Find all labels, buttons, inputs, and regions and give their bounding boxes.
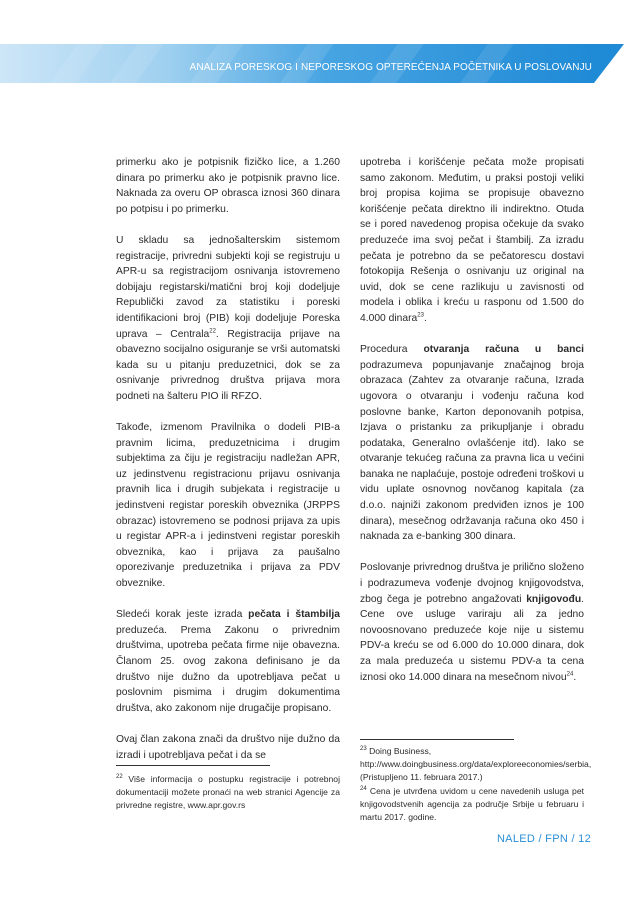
- footnote-divider: [360, 739, 514, 740]
- bold-term: knjigovođu: [526, 593, 582, 605]
- paragraph: Poslovanje privrednog društva je prilično složeno i podrazumeva vođenje dvojnog knjigovodstva, zbog čega je potrebno angažovati knjigovođu. Cene ove usluge variraju ali za jedno novoosnovano preduzeće koje nije u sistemu PDV-a kreću se od 6.000 do 10.000 dinara, dok za mala preduzeća u sistemu PDV-a ta cena iznosi oko 14.000 dinara na mesečnom nivou$^{24}$.: [360, 562, 584, 683]
- footnote-ref-23[interactable]: 23: [417, 312, 424, 319]
- footnote-link[interactable]: http://www.doingbusiness.org/data/exploreeconomies/serbia, (Pristupljeno 11. februara 2017.): [360, 759, 592, 782]
- paragraph: Takođe, izmenom Pravilnika o dodeli PIB-a pravnim licima, preduzetnicima i drugim subjektima za čiju je registraciju nadležan APR, uz jedinstvenu registracionu prijavu osnivanja pravnih lica i drugih subjekata i registracije u jedinstveni registar poreskih obveznika (JRPPS obrazac) istovremeno se podnosi prijava za upis u registar APR-a i jedinstveni registar poreskih obveznika, kao i prijava za paušalno oporezivanje preduzetnika i prijava za PDV obveznike.: [116, 422, 340, 590]
- paragraph: primerku ako je potpisnik fizičko lice, a 1.260 dinara po primerku ako je potpisnik pravno lice. Naknada za overu OP obrasca iznosi 360 dinara po potpisu i po primerku.: [116, 157, 340, 215]
- header-title: ANALIZA PORESKOG I NEPORESKOG OPTEREĆENJA POČETNIKA U POSLOVANJU: [189, 62, 592, 73]
- paragraph: U skladu sa jednošalterskim sistemom registracije, privredni subjekti koji se registruju u APR-u sa registracijom osnivanja istovremeno dobijaju registarski/matični broj koji dodeljuje Republički zavod za statistiku i poreski identifikacioni broj (PIB) koji dodeljuje Poreska uprava – Centrala$^{22}$. Registracija prijave na obavezno socijalno osiguranje se vrši automatski kada su u pitanju preduzetnici, dok se za osnivanje privrednog društva prijava mora podneti na šalteru PIO ili RFZO.: [116, 234, 340, 402]
- paragraph: Sledeći korak jeste izrada pečata i štambilja preduzeća. Prema Zakonu o privrednim društvima, upotreba pečata firme nije obavezna. Članom 25. ovog zakona definisano je da društvo nije dužno da upotrebljava pečat u poslovnim pismima i drugim dokumentima društva, ako zakonom nije drugačije propisano.: [116, 609, 340, 714]
- bold-term: pečata i štambilja: [248, 609, 340, 621]
- header-corner: [594, 44, 638, 83]
- footnote-ref-24[interactable]: 24: [566, 671, 574, 678]
- footnote-ref-22[interactable]: 22: [209, 328, 216, 335]
- page-footer: NALED / FPN / 12: [496, 833, 591, 845]
- paragraph: Procedura otvaranja računa u banci podrazumeva popunjavanje značajnog broja obrazaca (Zahtev za otvaranje računa, Izrada ugovora o otvaranju i vođenju računa kod poslovne banke, Karton deponovanih potpisa, Izjava o pristanku za prikupljanje i obradu podataka, Generalno ovlašćenje itd). Iako se otvaranje tekućeg računa za pravna lica u većini banaka ne naplaćuje, postoje određeni troškovi u vidu uplate osnovnog novčanog kapitala (za d.o.o. najniži zakonom predviđen iznos je 100 dinara), mesečnog održavanja računa oko 450 i naknada za e-banking 300 dinara.: [360, 344, 584, 543]
- paragraph: upotreba i korišćenje pečata može propisati samo zakonom. Međutim, u praksi postoji veliki broj propisa kojima se propisuje obavezno korišćenje pečata direktno ili indirektno. Otuda se i pored navedenog propisa očekuje da svako preduzeće ima svoj pečat i štambilj. Za izradu pečata je potrebno da se pečatorescu dostavi fotokopija Rešenja o osnivanju uz original na uvid, dok se cene razlikuju u zavisnosti od modela i oblika i kreću u rasponu od 1.500 do 4.000 dinara$^{23}$.: [360, 157, 584, 324]
- bold-term: otvaranja računa u banci: [423, 344, 584, 356]
- footnote-divider: [116, 765, 270, 766]
- paragraph: Ovaj član zakona znači da društvo nije dužno da izradi i upotrebljava pečat i da se: [116, 733, 340, 761]
- footnote-24: $^{24}$ Cena je utvrđena uvidom u cene navedenih usluga pet knjigovodstvenih agencija za područje Srbije u februaru i martu 2017. godine.: [360, 786, 584, 822]
- footnote-23: $^{23}$ Doing Business, http://www.doingbusiness.org/data/exploreeconomies/serbia, (Pristupljeno 11. februara 2017.): [360, 746, 592, 782]
- footnote-22: $^{22}$ Više informacija o postupku registracije i potrebnoj dokumentaciji možete pronaći na web stranici Agencije za privredne registre, www.apr.gov.rs: [116, 774, 340, 810]
- right-column: [360, 155, 584, 701]
- left-column: [116, 155, 340, 779]
